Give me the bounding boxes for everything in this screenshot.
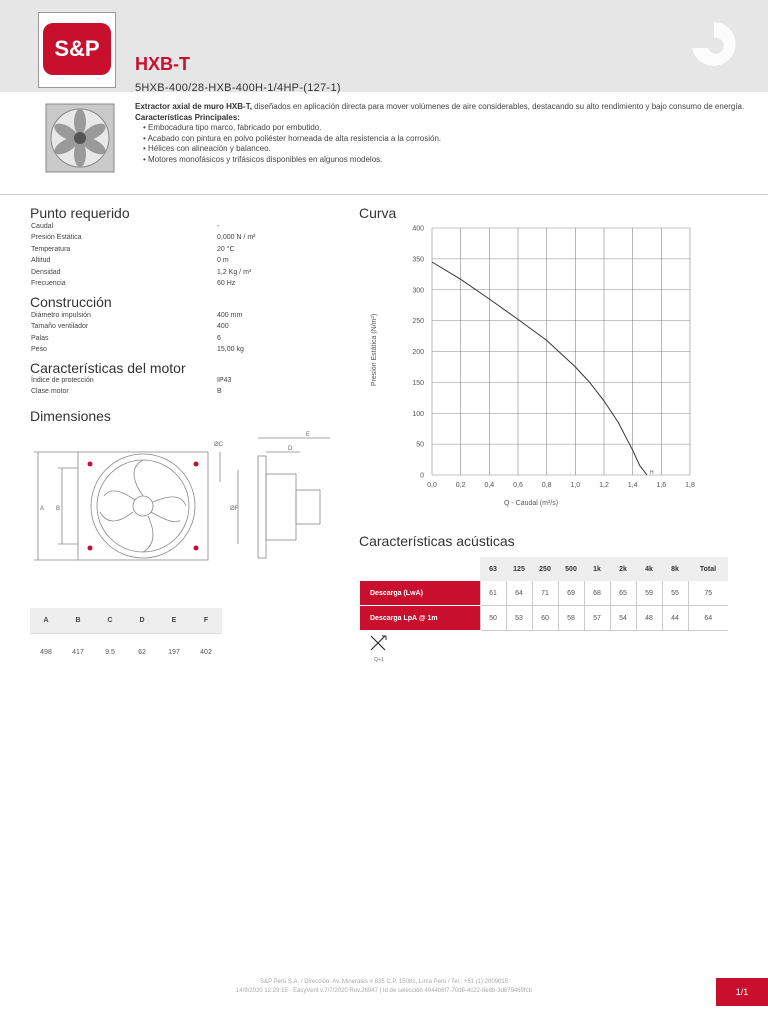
- chart-y-tick-label: 400: [412, 225, 424, 233]
- curve-series-line: [432, 262, 647, 475]
- kv-value: 0 m: [217, 257, 229, 265]
- table-header-cell: 250: [532, 557, 558, 581]
- section-divider: [0, 194, 768, 195]
- description-lead-text: diseñados en aplicación directa para mover volúmenes de aire considerables, destacando su alto rendimiento y bajo consumo de energía.: [251, 102, 745, 111]
- fan-product-image: [44, 102, 118, 176]
- table-cell: 197: [158, 634, 190, 671]
- kv-row: [31, 280, 311, 291]
- dimension-drawing: [30, 430, 350, 570]
- discharge-symbol-icon: [368, 634, 390, 664]
- kv-value: 400: [217, 323, 229, 331]
- table-cell: 9.5: [94, 634, 126, 671]
- dimensions-header-row: [30, 608, 222, 634]
- table-cell: 75: [688, 581, 728, 606]
- kv-value: 6: [217, 334, 221, 342]
- kv-row: [31, 323, 311, 334]
- kv-key: Caudal: [31, 223, 54, 230]
- kv-value: 20 °C: [217, 245, 235, 253]
- chart-x-axis-label: Q - Caudal (m³/s): [503, 500, 559, 507]
- table-header-cell: 125: [506, 557, 532, 581]
- kv-value: 1,2 Kg / m³: [217, 268, 252, 276]
- dim-label-d: D: [288, 446, 293, 452]
- table-cell: 55: [662, 581, 688, 606]
- kv-key: Presión Estática: [31, 234, 82, 242]
- chart-y-tick-label: 350: [412, 256, 424, 264]
- feature-item: • Motores monofásicos y trifásicos disponibles en algunos modelos.: [143, 155, 750, 166]
- feature-item: • Embocadura tipo marco, fabricado por embutido.: [143, 123, 750, 134]
- kv-value: -: [217, 223, 220, 230]
- description-lead-bold: Extractor axial de muro HXB-T,: [135, 102, 252, 111]
- table-header-cell: 2k: [610, 557, 636, 581]
- kv-key: Tamaño ventilador: [31, 323, 89, 331]
- dim-label-a: A: [40, 506, 45, 512]
- chart-y-tick-label: 100: [412, 410, 424, 418]
- table-header-cell: C: [94, 608, 126, 634]
- brand-logo: S&P: [43, 23, 111, 75]
- chart-y-tick-label: 50: [416, 441, 424, 449]
- kv-key: Frecuencia: [31, 279, 66, 287]
- chart-x-tick-label: 1,4: [627, 482, 638, 489]
- table-header-cell: D: [126, 608, 158, 634]
- table-cell: 498: [30, 634, 62, 671]
- footer: [0, 978, 768, 996]
- table-header-cell: 4k: [636, 557, 662, 581]
- section-title-construccion: Construcción: [30, 294, 112, 310]
- kv-row: [31, 335, 311, 346]
- feature-item: • Hélices con alineación y balanceo.: [143, 144, 750, 155]
- chart-y-tick-label: 300: [412, 287, 424, 295]
- page-number-badge: 1/1: [716, 978, 768, 1006]
- chart-x-tick-label: 0,8: [541, 482, 552, 489]
- acoustic-row: [360, 606, 728, 631]
- chart-x-tick-label: 0,0: [427, 482, 437, 489]
- features-list: [135, 123, 750, 165]
- chart-y-tick-label: 200: [412, 349, 424, 356]
- footer-meta: 14/9/2020 12:29:15 - EasyVent v.7/7/2020 Rev.26947 | Id de selección 4044b6f7-70d8-4c22-8e8b-3d879469fcb: [236, 988, 532, 994]
- kv-key: Clase motor: [31, 388, 69, 396]
- table-cell: 68: [584, 581, 610, 606]
- chart-x-tick-label: 0,6: [513, 482, 523, 489]
- table-cell: 59: [636, 581, 662, 606]
- kv-value: IP43: [217, 377, 232, 384]
- dim-label-c: ØC: [214, 442, 223, 448]
- table-cell: 48: [636, 606, 662, 631]
- chart-x-tick-label: 1,0: [570, 482, 581, 489]
- table-header-cell: 1k: [584, 557, 610, 581]
- kv-value: 0,000 N / m²: [217, 234, 256, 242]
- product-model: 5HXB-400/28-HXB-400H-1/4HP-(127-1): [135, 82, 341, 94]
- kv-row: [31, 388, 311, 399]
- table-header-cell: Total: [688, 557, 728, 581]
- kv-row: [31, 377, 311, 388]
- table-cell: 58: [558, 606, 584, 631]
- table-header-cell: A: [30, 608, 62, 634]
- kv-row: [31, 346, 311, 357]
- table-header-cell: B: [62, 608, 94, 634]
- kv-value: 15,00 kg: [217, 346, 244, 354]
- chart-y-axis-label: Presión Estática (N/m²): [371, 313, 378, 387]
- table-cell: 402: [190, 634, 222, 671]
- kv-key: Temperatura: [31, 245, 71, 253]
- chart-y-tick-label: 250: [412, 318, 424, 326]
- section-title-motor: Características del motor: [30, 360, 186, 376]
- table-cell: 61: [480, 581, 506, 606]
- dim-label-f: ØF: [230, 506, 239, 512]
- acoustic-row-label: Descarga (LwA): [360, 581, 480, 606]
- table-cell: 54: [610, 606, 636, 631]
- dim-label-e: E: [306, 432, 311, 438]
- dimensions-table: [30, 608, 222, 670]
- logo-box: [38, 12, 116, 88]
- kv-row: [31, 257, 311, 268]
- header-band: [0, 0, 768, 92]
- table-header-cell: E: [158, 608, 190, 634]
- punto-requerido-list: [31, 223, 311, 291]
- kv-key: Densidad: [31, 268, 61, 276]
- table-cell: 69: [558, 581, 584, 606]
- table-header-cell: 63: [480, 557, 506, 581]
- chart-y-tick-label: 150: [412, 379, 424, 387]
- chart-x-tick-label: 1,2: [599, 482, 609, 489]
- feature-item: • Acabado con pintura en polvo poliéster horneada de alta resistencia a la corrosión.: [143, 134, 750, 145]
- chart-x-tick-label: 0,4: [484, 482, 495, 489]
- table-cell: 60: [532, 606, 558, 631]
- chart-x-tick-label: 0,2: [455, 482, 466, 489]
- kv-row: [31, 269, 311, 280]
- table-header-empty: [360, 557, 480, 581]
- brand-swirl-icon: [688, 18, 740, 80]
- features-title: Características Principales:: [135, 112, 240, 122]
- table-cell: 65: [610, 581, 636, 606]
- dimensions-value-row: [30, 634, 222, 671]
- chart-y-tick-label: 0: [420, 472, 424, 480]
- table-cell: 57: [584, 606, 610, 631]
- footer-address: S&P Perú S.A. / Dirección: Av. Minerales # 835 C.P. 15081, Lima Perú / Tel.: +51 (1) 2009015: [259, 979, 509, 985]
- kv-key: Diámetro impulsión: [31, 312, 91, 319]
- product-title: HXB-T: [135, 54, 190, 74]
- kv-row: [31, 312, 311, 323]
- kv-key: Peso: [31, 346, 47, 354]
- chart-x-tick-label: 1,8: [685, 482, 695, 489]
- section-title-dimensiones: Dimensiones: [30, 408, 111, 424]
- table-cell: 50: [480, 606, 506, 631]
- table-cell: 53: [506, 606, 532, 631]
- table-cell: 64: [506, 581, 532, 606]
- kv-row: [31, 223, 311, 234]
- kv-value: 400 mm: [217, 312, 243, 319]
- kv-key: Altitud: [31, 257, 51, 265]
- table-header-cell: 8k: [662, 557, 688, 581]
- construccion-list: [31, 312, 311, 358]
- table-cell: 417: [62, 634, 94, 671]
- section-title-punto: Punto requerido: [30, 205, 130, 221]
- motor-list: [31, 377, 311, 400]
- section-title-curva: Curva: [359, 205, 397, 221]
- table-header-cell: 500: [558, 557, 584, 581]
- dim-label-b: B: [56, 506, 61, 512]
- chart-x-tick-label: 1,6: [656, 482, 667, 489]
- performance-curve-chart: [360, 220, 700, 515]
- discharge-symbol-label: Q+1: [374, 657, 384, 663]
- table-header-cell: F: [190, 608, 222, 634]
- kv-key: Índice de protección: [31, 377, 94, 384]
- acoustic-table: [360, 557, 728, 631]
- kv-key: Palas: [31, 334, 49, 342]
- kv-row: [31, 246, 311, 257]
- acoustic-row-label: Descarga LpA @ 1m: [360, 606, 480, 631]
- table-cell: 71: [532, 581, 558, 606]
- kv-row: [31, 234, 311, 245]
- table-cell: 64: [688, 606, 728, 631]
- kv-value: 60 Hz: [217, 279, 236, 287]
- section-title-acusticas: Características acústicas: [359, 533, 515, 549]
- acoustic-row: [360, 581, 728, 606]
- curve-end-label: H: [650, 470, 654, 476]
- kv-value: B: [217, 388, 222, 396]
- table-cell: 44: [662, 606, 688, 631]
- acoustic-header-row: [360, 557, 728, 581]
- table-cell: 62: [126, 634, 158, 671]
- product-description: [135, 102, 750, 165]
